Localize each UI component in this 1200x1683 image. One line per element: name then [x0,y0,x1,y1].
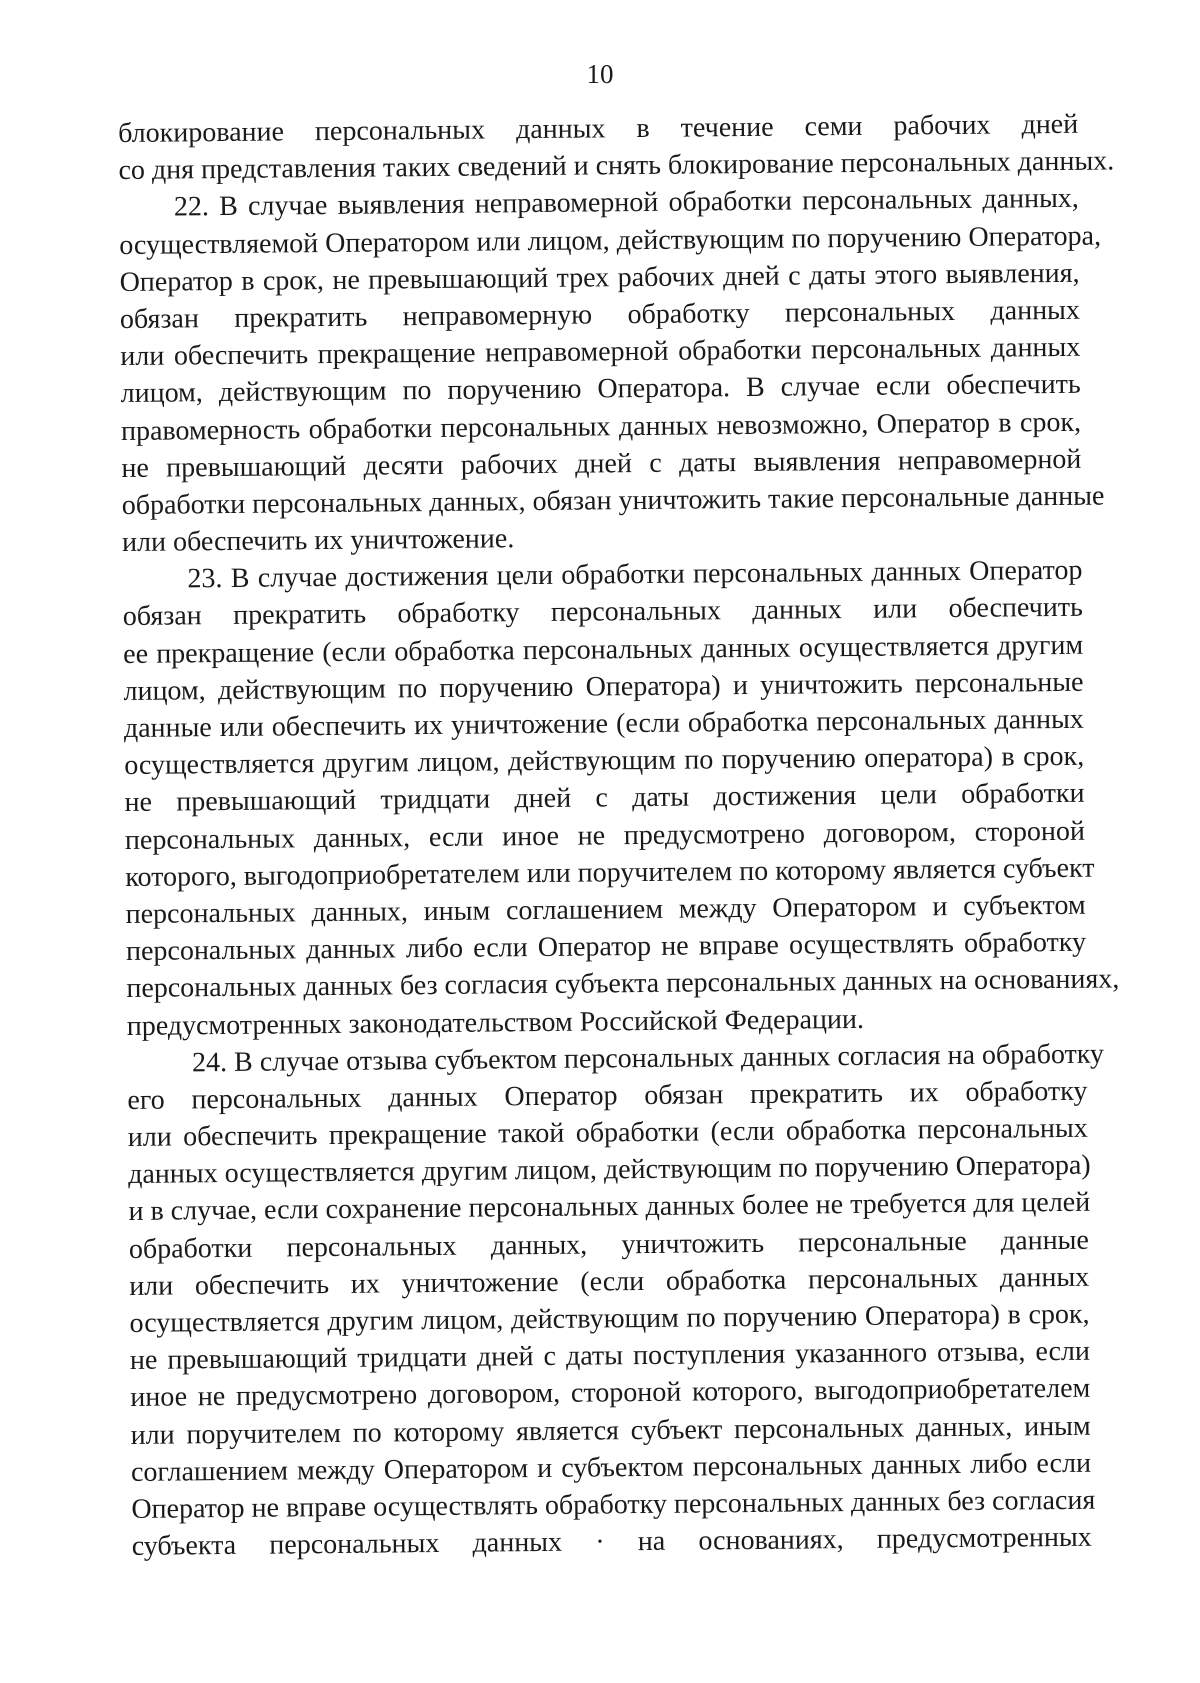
text-line: Оператор не вправе осуществлять обработку персональных данных без согласия [131,1484,1096,1525]
text-line: осуществляемой Оператором или лицом, действующим по поручению Оператора, [119,220,1102,261]
text-line: персональных данных, иным соглашением между Оператором и субъектом [125,889,1086,930]
text-line: осуществляется другим лицом, действующим по поручению Оператора) в срок, [129,1298,1090,1339]
text-line: ее прекращение (если обработка персональных данных осуществляется другим [123,629,1084,670]
text-line: 22. В случае выявления неправомерной обработки персональных данных, [173,183,1079,223]
text-line: или поручителем по которому является субъект персональных данных, иным [130,1410,1091,1451]
page-number: 10 [586,59,614,89]
text-line: обязан прекратить неправомерную обработку персональных данных [119,294,1081,335]
text-line: 24. В случае отзыва субъектом персональных данных согласия на обработку [191,1038,1105,1079]
text-line: или обеспечить прекращение такой обработки (если обработка персональных [127,1112,1088,1154]
text-line: не превышающий тридцати дней с даты достижения цели обработки [124,778,1085,819]
text-line: или обеспечить прекращение неправомерной обработки персональных данных [120,331,1081,373]
text-line: данные или обеспечить их уничтожение (если обработка персональных данных [123,703,1084,744]
text-line: не превышающий тридцати дней с даты поступления указанного отзыва, если [129,1335,1091,1377]
text-line: не превышающий десяти рабочих дней с даты выявления неправомерной [121,443,1082,484]
paragraph-23 [122,552,1120,1045]
text-line: лицом, действующим по поручению Оператора. В случае если обеспечить [120,369,1081,410]
text-line: персональных данных, если иное не предусмотрено договором, стороной [124,815,1086,856]
text-line: правомерность обработки персональных данных невозможно, Оператор в срок, [120,406,1082,447]
text-line: со дня представления таких сведений и снять блокирование персональных данных. [118,145,1115,187]
text-line: персональных данных без согласия субъекта персональных данных на основаниях, [126,963,1120,1005]
text-line: предусмотренных законодательством Российской Федерации. [126,1003,865,1042]
text-line: и в случае, если сохранение персональных данных более не требуется для целей [128,1187,1091,1228]
text-line: обязан прекратить обработку персональных данных или обеспечить [122,592,1083,633]
text-line: которого, выгодоприобретателем или поручителем по которому является субъект [125,852,1095,893]
document-body [118,106,1120,1565]
text-line: субъекта персональных данных · на основаниях, предусмотренных [131,1521,1092,1563]
text-line: обработки персональных данных, обязан уничтожить такие персональные данные [121,480,1105,521]
text-line: или обеспечить их уничтожение. [121,523,515,559]
text-line: персональных данных либо если Оператор не вправе осуществлять обработку [125,926,1087,968]
paragraph-continuation [118,106,1115,190]
text-line: 23. В случае достижения цели обработки персональных данных Оператор [187,555,1083,595]
text-line: Оператор в срок, не превышающий трех рабочих дней с даты этого выявления, [119,257,1080,298]
text-line: или обеспечить их уничтожение (если обработка персональных данных [129,1261,1090,1302]
text-line: лицом, действующим по поручению Оператора) и уничтожить персональные [123,666,1084,707]
text-line: иное не предусмотрено договором, стороной которого, выгодоприобретателем [130,1373,1091,1414]
text-line: данных осуществляется другим лицом, действующим по поручению Оператора) [128,1149,1091,1191]
text-line: блокирование персональных данных в течение семи рабочих дней [118,108,1079,149]
paragraph-24 [127,1035,1105,1565]
text-line: осуществляется другим лицом, действующим по поручению оператора) в срок, [124,740,1085,782]
text-line: его персональных данных Оператор обязан прекратить их обработку [127,1075,1088,1116]
text-line: соглашением между Оператором и субъектом персональных данных либо если [130,1447,1092,1488]
paragraph-22 [119,180,1105,561]
text-line: обработки персональных данных, уничтожить персональные данные [128,1224,1089,1265]
